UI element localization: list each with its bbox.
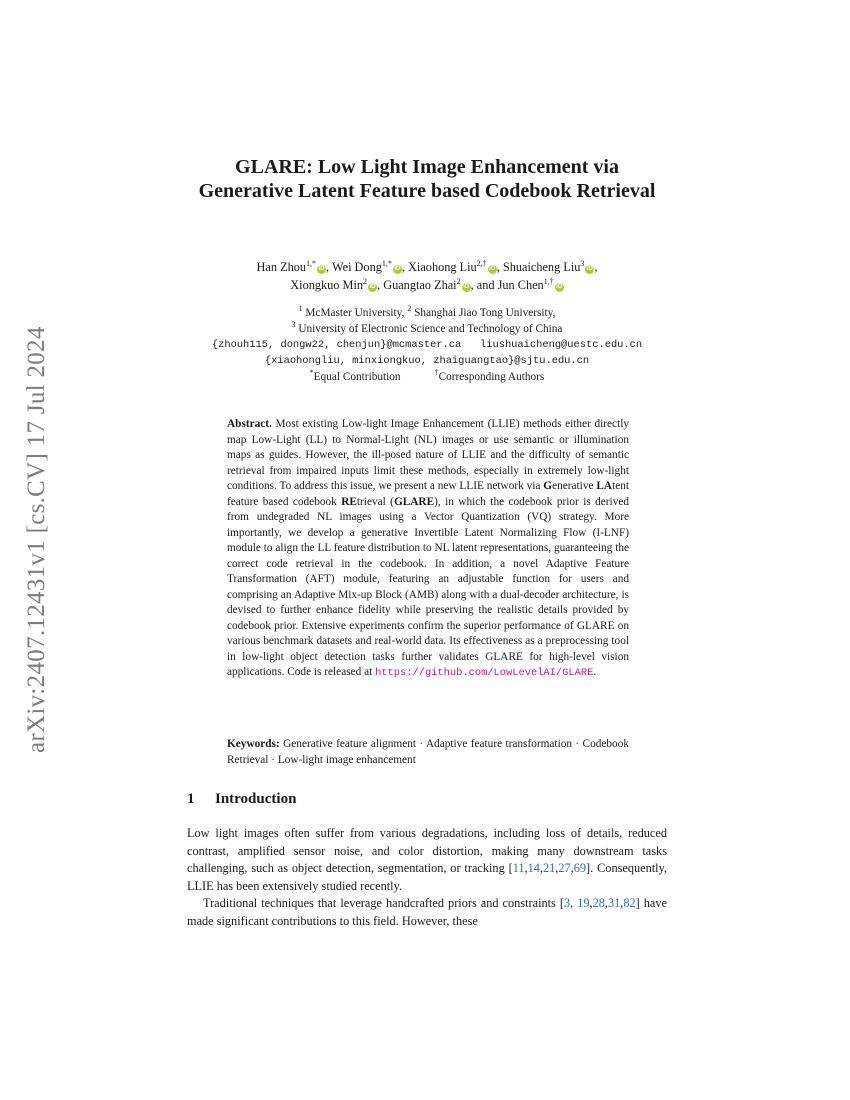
orcid-icon[interactable]: iD	[489, 266, 496, 272]
orcid-icon[interactable]: iD	[463, 284, 470, 290]
orcid-icon[interactable]: iD	[369, 284, 376, 290]
introduction-body	[187, 825, 667, 930]
affiliation-line: $^1$ McMaster University, $^2$ Shanghai Jiao Tong University,	[298, 304, 556, 319]
orcid-icon[interactable]: iD	[586, 266, 593, 272]
affiliation-line: $^3$ University of Electronic Science and Technology of China	[291, 320, 563, 335]
citation-link[interactable]: 27	[558, 861, 571, 875]
author: Xiaohong Liu$^{2,\dagger}$iD	[408, 258, 496, 274]
citation-link[interactable]: 69	[573, 861, 587, 875]
abstract-label: Abstract.	[227, 418, 272, 430]
orcid-icon[interactable]: iD	[394, 266, 401, 272]
section-title: Introduction	[215, 791, 297, 807]
paragraph: Traditional techniques that leverage handcrafted priors and constraints [3, 19,28,31,82] have made significant contributions to this field. However, these	[187, 896, 667, 928]
paper-title: GLARE: Low Light Image Enhancement via Generative Latent Feature based Codebook Retrieval	[198, 156, 656, 202]
author: Guangtao Zhai$^2$iD	[383, 276, 470, 292]
author: Shuaicheng Liu$^3$iD	[502, 258, 593, 274]
arxiv-sidebar-id: arXiv:2407.12431v1 [cs.CV] 17 Jul 2024	[23, 326, 50, 754]
citation-link[interactable]: 11	[512, 861, 525, 875]
citation-link[interactable]: 14	[527, 861, 540, 875]
section-heading	[187, 791, 296, 808]
author: Xiongkuo Min$^2$iD	[290, 276, 376, 292]
orcid-icon[interactable]: iD	[556, 284, 563, 290]
section-number: 1	[187, 791, 195, 807]
author: Wei Dong$^{1,*}$iD	[331, 258, 401, 274]
affiliations	[150, 305, 704, 385]
citation-link[interactable]: 19	[577, 896, 590, 910]
email-line: {zhouh115, dongw22, chenjun}@mcmaster.ca liushuaicheng@uestc.edu.cn	[211, 339, 643, 351]
email-line: {xiaohongliu, minxiongkuo, zhaiguangtao}@sjtu.edu.cn	[264, 355, 590, 367]
code-link[interactable]: https://github.com/LowLevelAI/GLARE	[375, 667, 594, 679]
citation-link[interactable]: 28	[592, 896, 605, 910]
paragraph: Low light images often suffer from various degradations, including loss of details, reduced contrast, amplified sensor noise, and color distortion, making many downstream tasks challenging, such as object detection, segmentation, or tracking [11,14,21,27,69]. Consequently, LLIE has been extensively studied recently.	[187, 826, 667, 893]
abstract: Abstract. Most existing Low-light Image Enhancement (LLIE) methods either directly map Low-Light (LL) to Normal-Light (NL) images or use semantic or illumination maps as guides. However, the ill-posed nature of LLIE and the difficulty of semantic retrieval from impaired inputs limit these methods, especially in extremely low-light conditions. To address this issue, we present a new LLIE network via Generative LAtent feature based codebook REtrieval (GLARE), in which the codebook prior is derived from undegraded NL images using a Vector Quantization (VQ) strategy. More importantly, we develop a generative Invertible Latent Normalizing Flow (I-LNF) module to align the LL feature distribution to NL latent representations, guaranteeing the correct code retrieval in the codebook. In addition, a novel Adaptive Feature Transformation (AFT) module, featuring an adjustable function for users and comprising an Adaptive Mix-up Block (AMB) along with a dual-decoder architecture, is devised to further enhance fidelity while preserving the realistic details provided by codebook prior. Extensive experiments confirm the superior performance of GLARE on various benchmark datasets and real-world data. Its effectiveness as a preprocessing tool in low-light object detection tasks further validates GLARE for high-level vision applications. Code is released at https://github.com/LowLevelAI/GLARE.	[227, 418, 630, 679]
author-list: Han Zhou$^{1,*}$iD , Wei Dong$^{1,*}$iD , Xiaohong Liu$^{2,\dagger}$iD , Shuaicheng Liu$^3$iD , Xiongkuo Min$^2$iD , Guangtao Zhai$^2$iD , and Jun Chen$^{1,\dagger}$iD	[256, 258, 598, 292]
contribution-notes: *Equal Contribution †Corresponding Authors	[309, 368, 545, 383]
author: Han Zhou$^{1,*}$iD	[256, 258, 325, 274]
citation-link[interactable]: 82	[623, 896, 636, 910]
keywords-label: Keywords:	[227, 738, 280, 750]
author: Jun Chen$^{1,\dagger}$iD	[497, 276, 563, 292]
citation-link[interactable]: 31	[607, 896, 621, 910]
orcid-icon[interactable]: iD	[318, 266, 325, 272]
citation-link[interactable]: 21	[543, 861, 556, 875]
keywords: Keywords: Generative feature alignment · Adaptive feature transformation · Codebook Retrieval · Low-light image enhancement	[227, 738, 629, 766]
citation-link[interactable]: 3	[563, 896, 571, 910]
